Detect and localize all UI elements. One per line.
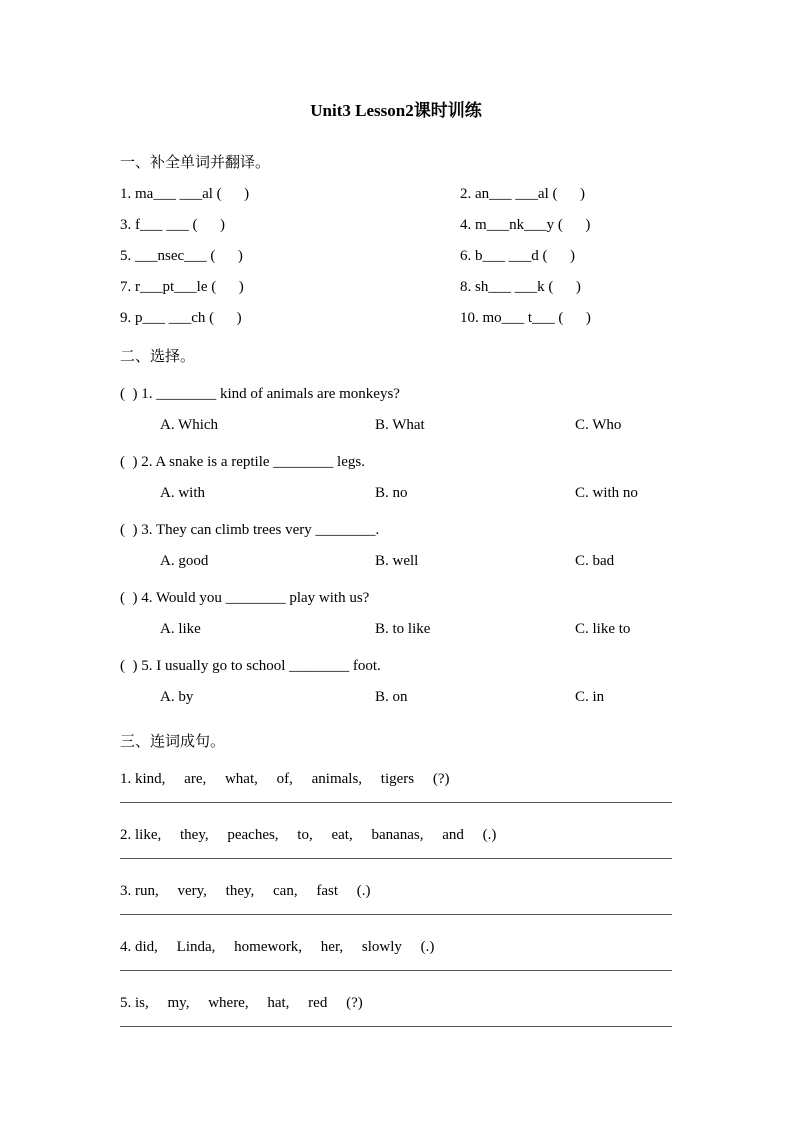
answer-line-3 (120, 907, 672, 915)
question-3 (120, 515, 672, 577)
question-4-option-a: A. like (160, 621, 201, 637)
section3-heading: 三、连词成句。 (120, 734, 226, 750)
answer-line-2 (120, 851, 672, 859)
question-4 (120, 583, 672, 645)
section-multiple-choice (120, 342, 672, 713)
answer-line-1 (120, 795, 672, 803)
question-1 (120, 379, 672, 441)
word-completion-grid (120, 179, 672, 334)
question-2-options (120, 478, 672, 509)
question-4-stem: ( ) 4. Would you ________ play with us? (120, 590, 370, 606)
answer-line-5 (120, 1019, 672, 1027)
section2-heading: 二、选择。 (120, 349, 196, 365)
section1-heading: 一、补全单词并翻译。 (120, 155, 271, 171)
word-item-9: 9. p___ ___ch ( ) (120, 310, 242, 326)
question-1-option-c: C. Who (575, 417, 622, 433)
rearrange-item-5 (120, 988, 672, 1027)
question-3-option-a: A. good (160, 553, 209, 569)
question-5-options (120, 682, 672, 713)
rearrange-item-4 (120, 932, 672, 971)
question-3-stem: ( ) 3. They can climb trees very ________. (120, 522, 380, 538)
question-2-option-c: C. with no (575, 485, 638, 501)
word-item-10: 10. mo___ t___ ( ) (460, 310, 591, 326)
word-item-8: 8. sh___ ___k ( ) (460, 279, 581, 295)
question-2-option-b: B. no (375, 485, 408, 501)
question-5-option-a: A. by (160, 689, 194, 705)
question-4-option-c: C. like to (575, 621, 631, 637)
page-title: Unit3 Lesson2课时训练 (310, 101, 482, 120)
question-1-options (120, 410, 672, 441)
question-3-options (120, 546, 672, 577)
rearrange-item-5-words: 5. is, my, where, hat, red (?) (120, 995, 363, 1011)
question-1-stem: ( ) 1. ________ kind of animals are monkeys? (120, 386, 400, 402)
word-item-2: 2. an___ ___al ( ) (460, 186, 585, 202)
word-item-4: 4. m___nk___y ( ) (460, 217, 591, 233)
question-5 (120, 651, 672, 713)
section-word-completion (120, 148, 672, 334)
rearrange-item-3 (120, 876, 672, 915)
question-2 (120, 447, 672, 509)
rearrange-item-2-words: 2. like, they, peaches, to, eat, bananas, and (.) (120, 827, 497, 843)
question-4-options (120, 614, 672, 645)
question-4-option-b: B. to like (375, 621, 431, 637)
word-item-3: 3. f___ ___ ( ) (120, 217, 225, 233)
rearrange-item-2 (120, 820, 672, 859)
section-rearrange-sentences (120, 727, 672, 1027)
rearrange-item-1-words: 1. kind, are, what, of, animals, tigers (?) (120, 771, 450, 787)
question-5-option-c: C. in (575, 689, 605, 705)
question-1-option-b: B. What (375, 417, 425, 433)
question-5-stem: ( ) 5. I usually go to school ________ foot. (120, 658, 381, 674)
rearrange-item-1 (120, 764, 672, 803)
question-3-option-b: B. well (375, 553, 419, 569)
question-3-option-c: C. bad (575, 553, 615, 569)
question-1-option-a: A. Which (160, 417, 219, 433)
answer-line-4 (120, 963, 672, 971)
question-5-option-b: B. on (375, 689, 408, 705)
word-item-6: 6. b___ ___d ( ) (460, 248, 575, 264)
rearrange-item-3-words: 3. run, very, they, can, fast (.) (120, 883, 371, 899)
question-2-option-a: A. with (160, 485, 205, 501)
question-2-stem: ( ) 2. A snake is a reptile ________ legs. (120, 454, 365, 470)
rearrange-item-4-words: 4. did, Linda, homework, her, slowly (.) (120, 939, 435, 955)
word-item-5: 5. ___nsec___ ( ) (120, 248, 243, 264)
word-item-1: 1. ma___ ___al ( ) (120, 186, 250, 202)
word-item-7: 7. r___pt___le ( ) (120, 279, 244, 295)
